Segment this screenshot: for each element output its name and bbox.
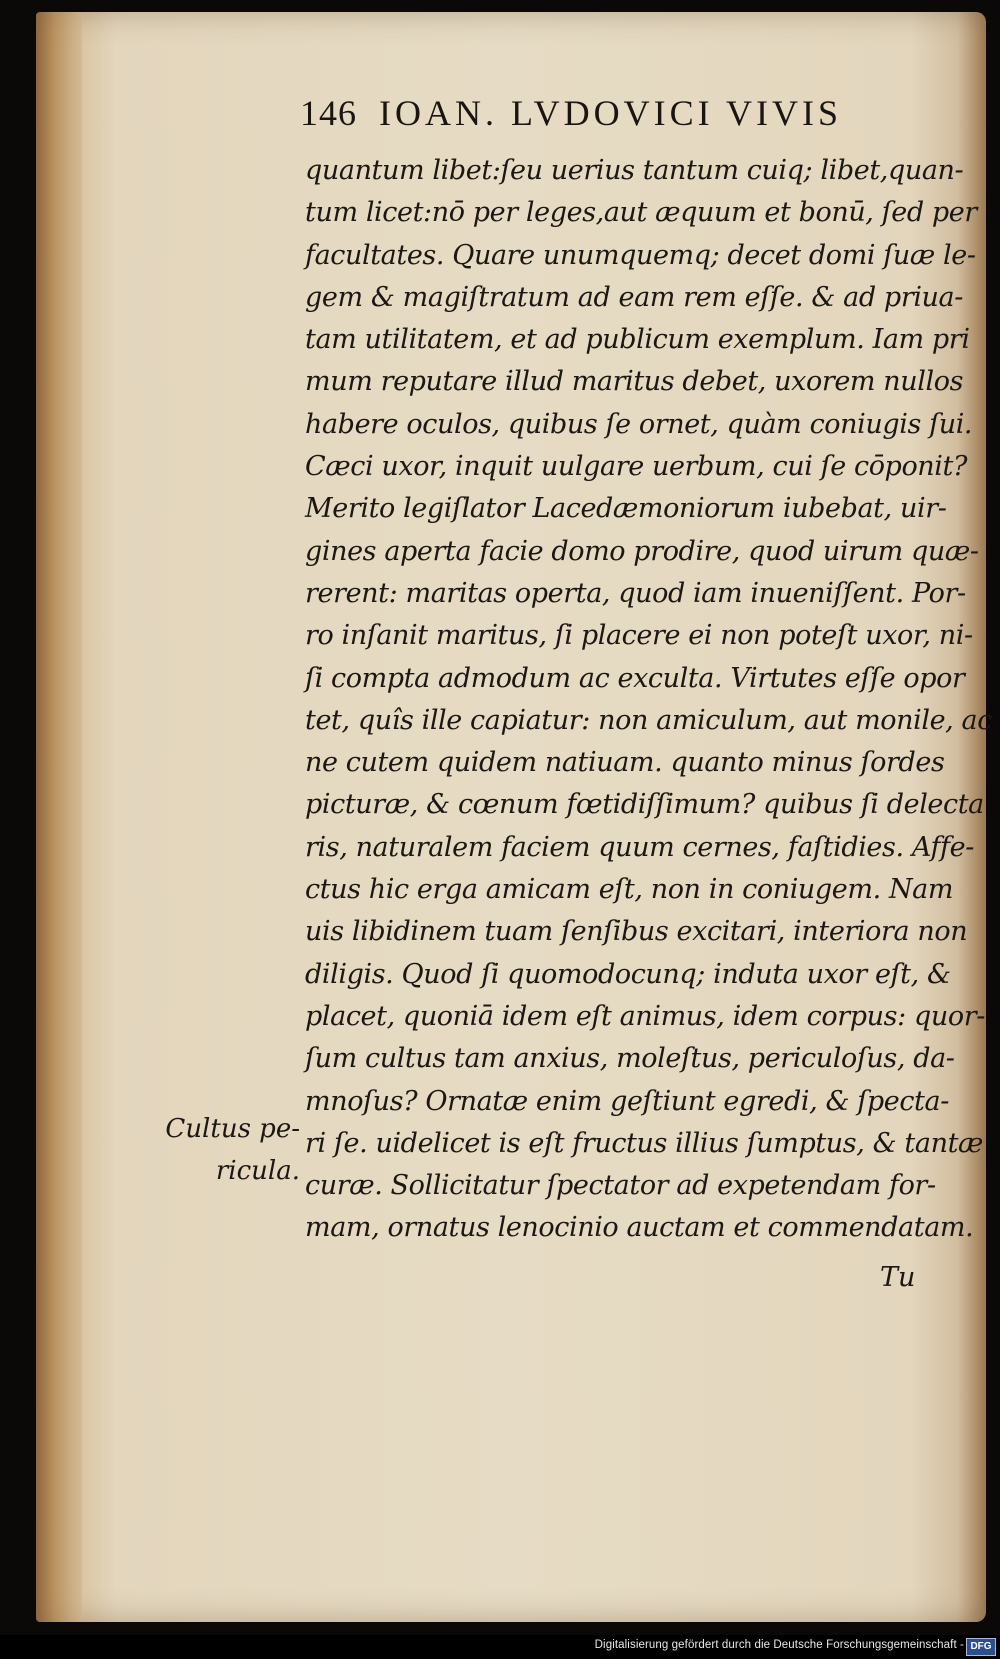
catchword: Tu: [880, 1262, 916, 1293]
footer-bar: [0, 1635, 1000, 1659]
text-line: diligis. Quod ſi quomodocunq; induta uxor eſt, &: [305, 958, 951, 990]
text-line: ctus hic erga amicam eſt, non in coniugem. Nam: [305, 874, 954, 906]
dfg-logo-icon: DFG: [966, 1638, 996, 1656]
text-line: mam, ornatus lenocinio auctam et commendatam.: [305, 1212, 974, 1244]
text-line: rerent: maritas operta, quod iam inueniſſent. Por-: [305, 577, 966, 609]
text-line: habere oculos, quibus ſe ornet, quàm coniugis ſui.: [305, 408, 973, 440]
text-line: ſum cultus tam anxius, moleſtus, periculoſus, da-: [305, 1043, 955, 1075]
text-line: curæ. Sollicitatur ſpectator ad expetendam for-: [305, 1170, 936, 1202]
running-title: IOAN. LVDOVICI VIVIS: [379, 93, 842, 133]
text-line: facultates. Quare unumquemq; decet domi ſuæ le-: [305, 239, 976, 271]
margin-note: [160, 1108, 300, 1192]
text-line: ne cutem quidem natiuam. quanto minus ſordes: [305, 747, 945, 779]
body-text: [305, 150, 992, 1250]
text-line: placet, quoniā idem eſt animus, idem corpus: quor-: [305, 1000, 985, 1032]
footer-credit: Digitalisierung gefördert durch die Deutsche Forschungsgemeinschaft -: [594, 1639, 964, 1651]
text-line: ro inſanit maritus, ſi placere ei non poteſt uxor, ni-: [305, 620, 973, 652]
text-line: quantum libet:ſeu uerius tantum cuiq; libet,quan-: [305, 155, 964, 186]
text-line: gines aperta facie domo prodire, quod uirum quæ-: [305, 535, 979, 567]
text-line: Cæci uxor, inquit uulgare uerbum, cui ſe cōponit?: [305, 451, 968, 483]
text-line: tet, quîs ille capiatur: non amiculum, aut monile, ac: [305, 704, 992, 736]
text-line: tam utilitatem, et ad publicum exemplum. Iam pri: [305, 324, 970, 356]
text-line: Merito legiſlator Lacedæmoniorum iubebat, uir-: [305, 493, 947, 525]
text-line: tum licet:nō per leges,aut æquum et bonū, ſed per: [305, 197, 977, 229]
margin-note-line: Cultus pe-: [165, 1114, 300, 1144]
page-number: 146: [300, 93, 357, 133]
text-line: gem & magiſtratum ad eam rem eſſe. & ad priua-: [305, 281, 963, 313]
text-line: ri ſe. uidelicet is eſt fructus illius ſumptus, & tantæ: [305, 1127, 983, 1159]
text-line: uis libidinem tuam ſenſibus excitari, interiora non: [305, 916, 968, 948]
margin-note-line: ricula.: [215, 1156, 300, 1186]
text-line: ſi compta admodum ac exculta. Virtutes eſſe opor: [305, 662, 965, 694]
text-line: mnoſus? Ornatæ enim geſtiunt egredi, & ſpecta-: [305, 1085, 949, 1117]
text-line: ris, naturalem faciem quum cernes, faſtidies. Affe-: [305, 831, 974, 863]
running-header: [300, 92, 900, 140]
text-line: mum reputare illud maritus debet, uxorem nullos: [305, 366, 964, 398]
page-gutter: [36, 12, 82, 1622]
text-line: picturæ, & cœnum fœtidiſſimum? quibus ſi delecta: [305, 789, 984, 821]
